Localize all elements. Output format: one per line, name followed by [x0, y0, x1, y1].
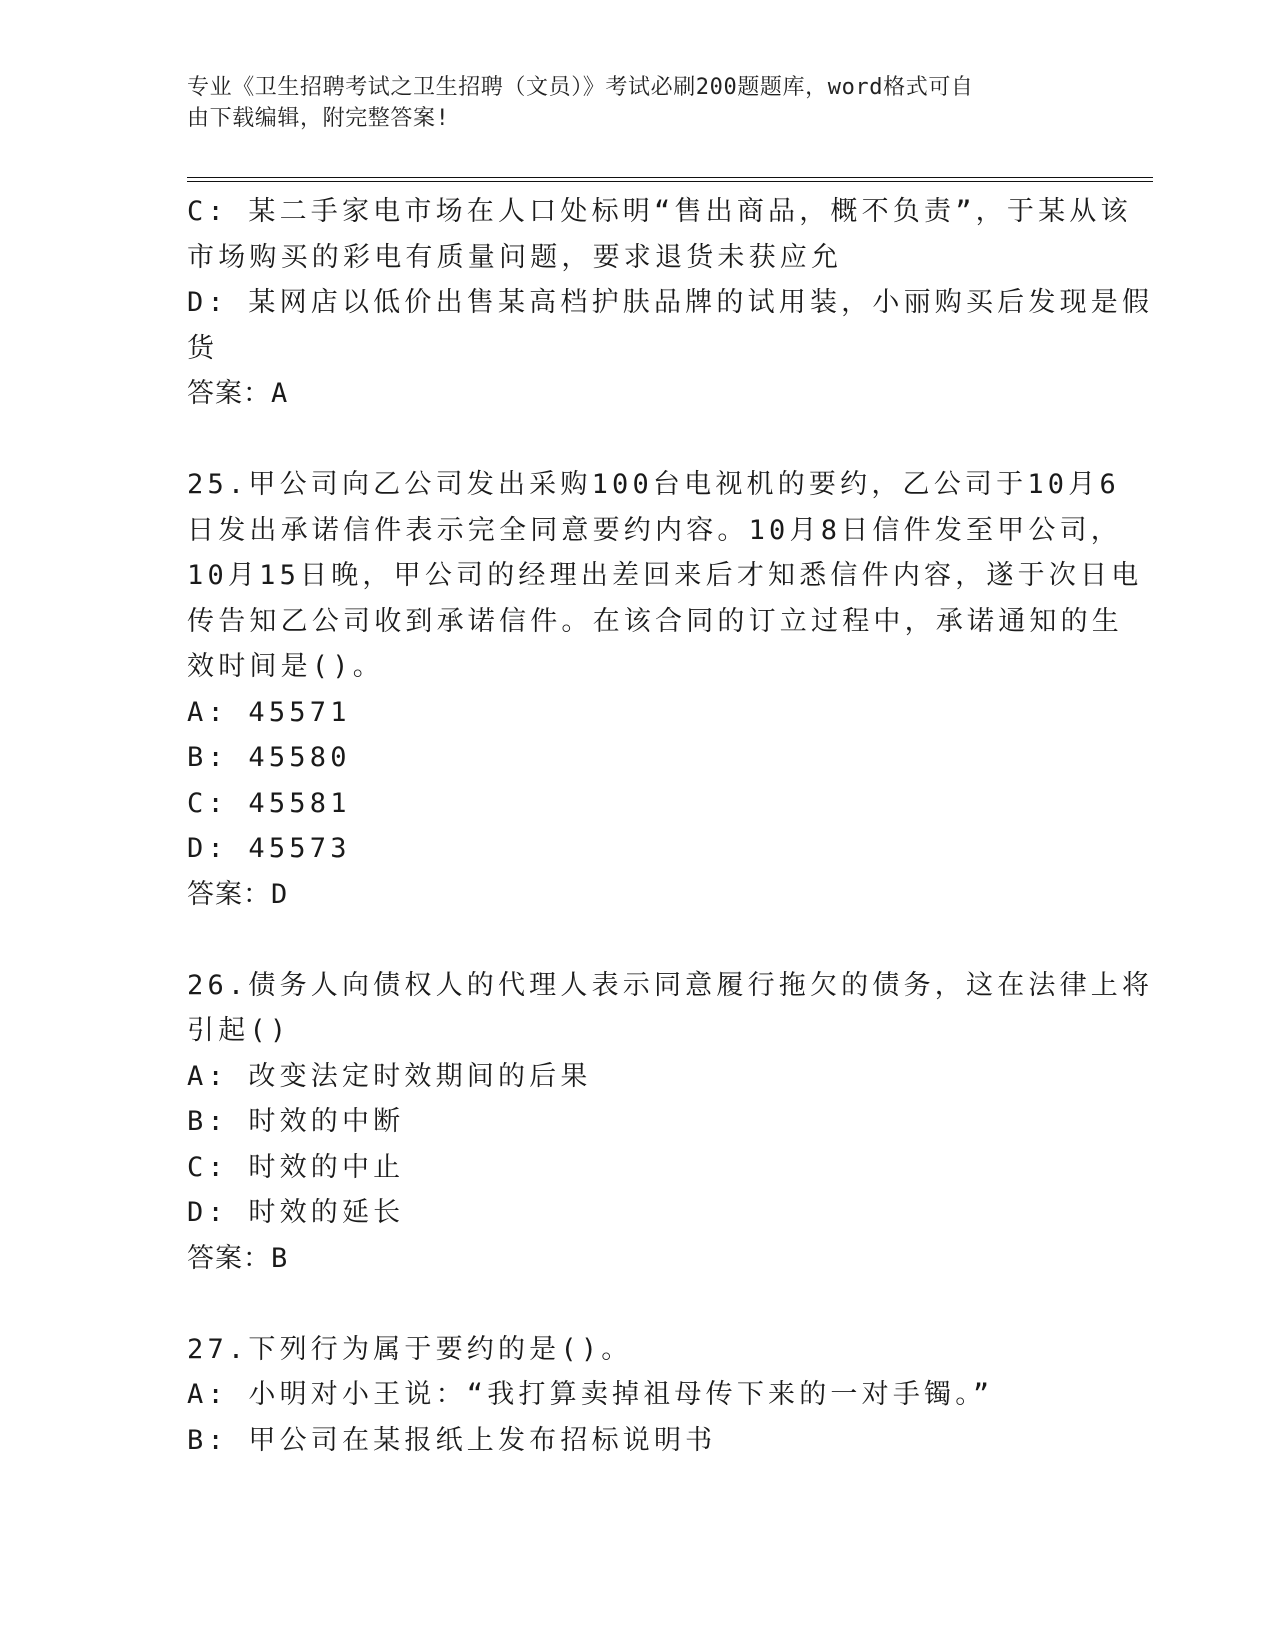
- document-body: [187, 189, 1154, 1463]
- option-d: D: 时效的延长: [187, 1197, 405, 1228]
- option-d-line-2: 货: [187, 332, 219, 364]
- spacer: [187, 1281, 1087, 1327]
- header-line-2: 由下载编辑，附完整答案!: [187, 106, 450, 131]
- option-c: C: 时效的中止: [187, 1151, 405, 1183]
- option-d-line-1: D: 某网店以低价出售某高档护肤品牌的试用装，小丽购买后发现是假: [187, 287, 1154, 318]
- header-divider-bottom: [187, 181, 1153, 182]
- option-d: D: 45573: [187, 833, 351, 864]
- question-stem-line: 效时间是()。: [187, 651, 384, 682]
- option-b: B: 甲公司在某报纸上发布招标说明书: [187, 1424, 717, 1456]
- question-stem-line: 25.甲公司向乙公司发出采购100台电视机的要约，乙公司于10月6: [187, 469, 1120, 500]
- option-a: A: 45571: [187, 696, 351, 728]
- option-a: A: 小明对小王说：“我打算卖掉祖母传下来的一对手镯。”: [187, 1379, 994, 1410]
- question-stem-line: 引起(): [187, 1015, 291, 1046]
- question-stem-line: 10月15日晚，甲公司的经理出差回来后才知悉信件内容，遂于次日电: [187, 560, 1143, 591]
- document-header: [187, 72, 1067, 134]
- option-a: A: 改变法定时效期间的后果: [187, 1060, 592, 1092]
- question-26: [187, 963, 1154, 1282]
- question-stem-line: 传告知乙公司收到承诺信件。在该合同的订立过程中，承诺通知的生: [187, 605, 1123, 637]
- answer-line: 答案：D: [187, 878, 289, 910]
- question-24-continued: [187, 189, 1154, 417]
- question-25: [187, 462, 1143, 917]
- question-stem-line: 27.下列行为属于要约的是()。: [187, 1333, 633, 1365]
- option-c: C: 45581: [187, 787, 351, 819]
- answer-line: 答案：B: [187, 1242, 289, 1274]
- option-b: B: 时效的中断: [187, 1106, 405, 1137]
- question-stem-line: 26.债务人向债权人的代理人表示同意履行拖欠的债务，这在法律上将: [187, 969, 1154, 1001]
- spacer: [187, 417, 1087, 463]
- header-divider-top: [187, 177, 1153, 178]
- option-c-line-2: 市场购买的彩电有质量问题，要求退货未获应允: [187, 241, 843, 273]
- spacer: [187, 917, 1087, 963]
- header-line-1: 专业《卫生招聘考试之卫生招聘（文员）》考试必刷200题题库，word格式可自: [187, 75, 974, 100]
- question-stem-line: 日发出承诺信件表示完全同意要约内容。10月8日信件发至甲公司，: [187, 514, 1122, 546]
- question-27: [187, 1327, 1087, 1464]
- answer-line: 答案：A: [187, 378, 289, 409]
- option-b: B: 45580: [187, 742, 351, 773]
- option-c-line-1: C: 某二手家电市场在人口处标明“售出商品，概不负责”，于某从该: [187, 196, 1132, 227]
